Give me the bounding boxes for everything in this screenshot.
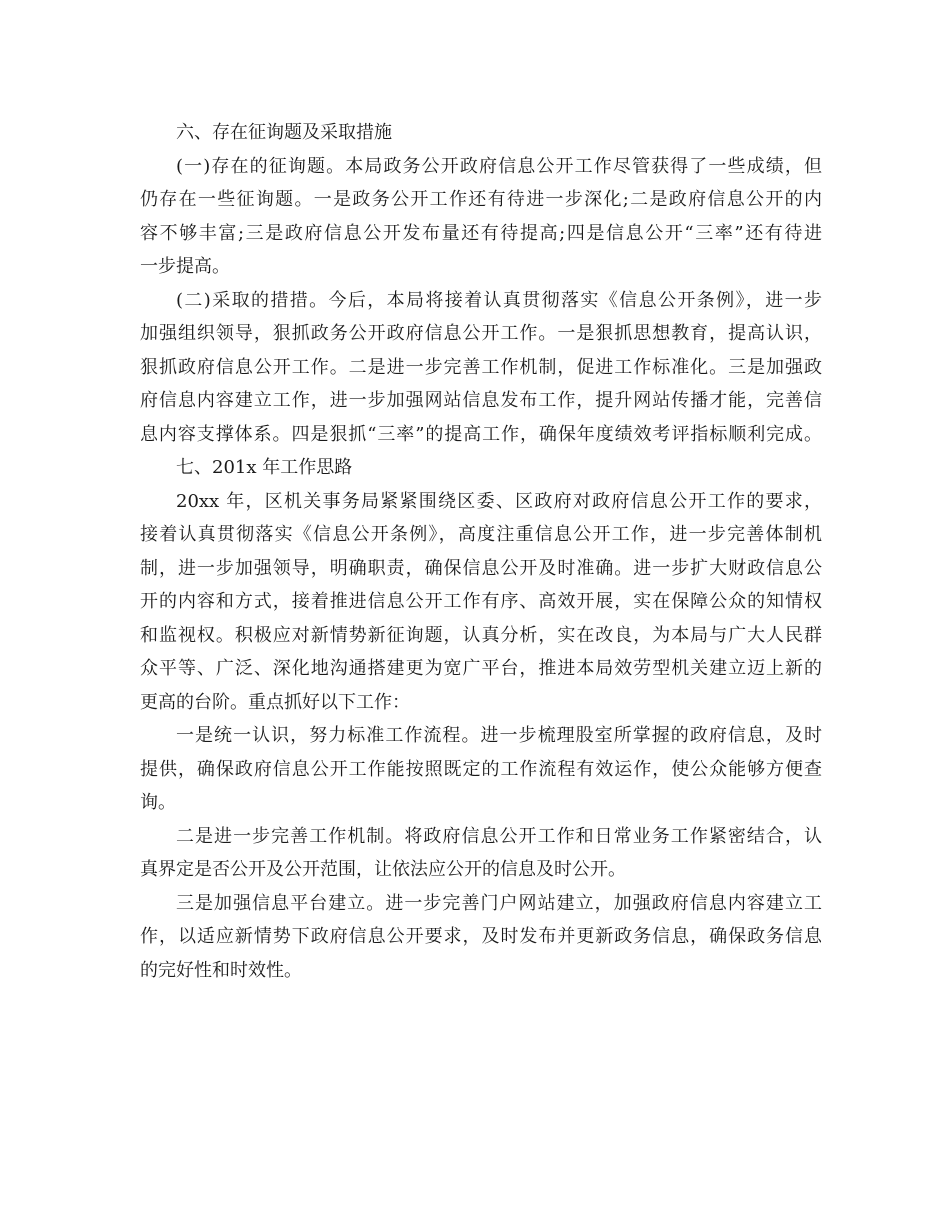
section-heading-7: 七、201x 年工作思路 <box>176 457 353 478</box>
paragraph-line: 息内容支撑体系。四是狠抓“三率”的提高工作，确保年度绩效考评指标顺利完成。 <box>140 423 822 445</box>
paragraph-line: 询。 <box>140 792 176 813</box>
paragraph-line: (一)存在的征询题。本局政务公开政府信息公开工作尽管获得了一些成绩，但 <box>176 155 822 177</box>
paragraph-line: 制，进一步加强领导，明确职责，确保信息公开及时准确。进一步扩大财政信息公 <box>140 557 822 579</box>
paragraph-line: 一步提高。 <box>140 256 230 277</box>
paragraph-line: 接着认真贯彻落实《信息公开条例》，高度注重信息公开工作，进一步完善体制机 <box>140 524 822 545</box>
paragraph-line: 20xx 年，区机关事务局紧紧围绕区委、区政府对政府信息公开工作的要求， <box>176 490 822 512</box>
paragraph-line: 作，以适应新情势下政府信息公开要求，及时发布并更新政务信息，确保政务信息 <box>140 926 822 947</box>
document-body <box>140 116 822 987</box>
paragraph-line: 开的内容和方式，接着推进信息公开工作有序、高效开展，实在保障公众的知情权 <box>140 591 822 612</box>
paragraph-line: 容不够丰富;三是政府信息公开发布量还有待提高;四是信息公开“三率”还有待进 <box>140 222 822 244</box>
paragraph-line: 的完好性和时效性。 <box>140 959 302 981</box>
paragraph-line: 狠抓政府信息公开工作。二是进一步完善工作机制，促进工作标准化。三是加强政 <box>140 356 822 378</box>
section-heading-6: 六、存在征询题及采取措施 <box>176 122 392 143</box>
paragraph-line: 二是进一步完善工作机制。将政府信息公开工作和日常业务工作紧密结合，认 <box>176 825 822 847</box>
paragraph-line: 真界定是否公开及公开范围，让依法应公开的信息及时公开。 <box>140 859 626 880</box>
paragraph-line: 提供，确保政府信息公开工作能按照既定的工作流程有效运作，使公众能够方便查 <box>140 758 822 780</box>
paragraph-line: 更高的台阶。重点抓好以下工作： <box>140 691 410 713</box>
paragraph-item-1 <box>140 719 822 820</box>
paragraph-line: 府信息内容建立工作，进一步加强网站信息发布工作，提升网站传播才能，完善信 <box>140 390 822 411</box>
paragraph-line: 三是加强信息平台建立。进一步完善门户网站建立，加强政府信息内容建立工 <box>176 892 822 914</box>
paragraph-work-plan <box>140 485 822 720</box>
paragraph-line: (二)采取的措措。今后，本局将接着认真贯彻落实《信息公开条例》，进一步 <box>176 289 822 311</box>
paragraph-existing-problems <box>140 150 822 284</box>
paragraph-line: 仍存在一些征询题。一是政务公开工作还有待进一步深化;二是政府信息公开的内 <box>140 189 822 210</box>
paragraph-line: 众平等、广泛、深化地沟通搭建更为宽广平台，推进本局效劳型机关建立迈上新的 <box>140 658 822 679</box>
paragraph-measures <box>140 284 822 452</box>
paragraph-line: 和监视权。积极应对新情势新征询题，认真分析，实在改良，为本局与广大人民群 <box>140 624 822 646</box>
paragraph-line: 一是统一认识，努力标准工作流程。进一步梳理股室所掌握的政府信息，及时 <box>176 725 822 746</box>
paragraph-item-3 <box>140 887 822 988</box>
paragraph-line: 加强组织领导，狠抓政务公开政府信息公开工作。一是狠抓思想教育，提高认识， <box>140 323 822 344</box>
paragraph-item-2 <box>140 820 822 887</box>
